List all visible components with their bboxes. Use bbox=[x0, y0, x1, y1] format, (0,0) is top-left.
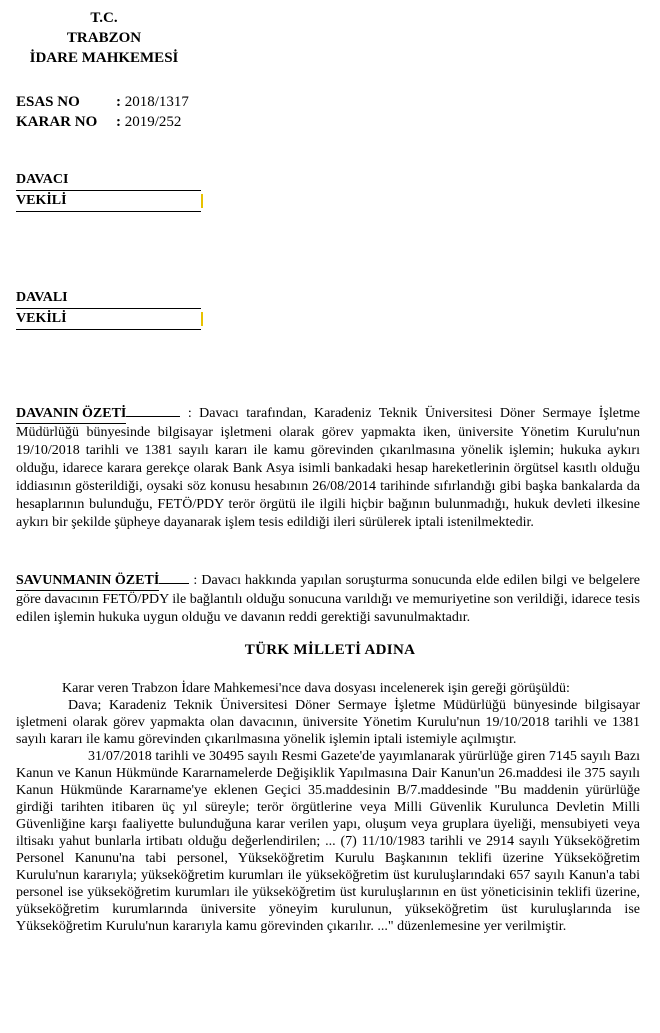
defense-summary-heading: SAVUNMANIN ÖZETİ bbox=[16, 572, 159, 591]
plaintiff-block bbox=[16, 170, 201, 212]
plaintiff-attorney-row bbox=[16, 191, 201, 212]
header-line-city: TRABZON bbox=[66, 30, 142, 46]
defendant-block bbox=[16, 288, 201, 330]
esas-number-row: ESAS NO : 2018/1317 bbox=[16, 94, 189, 110]
claim-summary-text: : Davacı tarafından, Karadeniz Teknik Üniversitesi Döner Sermaye İşletme Müdürlüğü bünyesinde bilgisayar işletmeni olarak görev yapmakta iken, üniversite Yönetim Kurulu'nun 19/10/2018 tarihli ve 1381 sayılı kararı ile kamu görevinden çıkarılmasına yönelik işlemin; hukuka aykırı olduğu, idarecе karara gerekçe olarak Bank Asya isimli bankadaki hesap hareketlerinin örgütsel kasıtlı olduğu iddiasının gösterildiği, oysaki söz konusu hesabının 26/08/2014 tarihinde sıfırlandığı gibi başka bankalarda da hesaplarının bulunduğu, FETÖ/PDY terör örgütü ile ilgili hiçbir bağının bulunmadığı, hukuk devleti ilkesine aykırı bir şekilde şüpheye dayanarak işlem tesis edildiği ileri sürülerek iptali istenilmektedir. bbox=[16, 406, 641, 530]
defendant-attorney-row bbox=[16, 309, 201, 330]
claim-summary-heading: DAVANIN ÖZETİ bbox=[16, 405, 126, 424]
defendant-attorney-label: VEKİLİ bbox=[16, 311, 67, 326]
defense-summary-text: : Davacı hakkında yapılan soruşturma sonucunda elde edilen bilgi ve belgelere göre davacının FETÖ/PDY ile bağlantılı olduğu sonucuna varıldığı ve memuriyetine son verildiği, idarece tesis edilen işlemin hukuka uygun olduğu ve davanın reddi gerektiği savunulmaktadır. bbox=[16, 573, 640, 625]
defense-summary bbox=[16, 572, 640, 627]
esas-value: 2018/1317 bbox=[124, 94, 189, 110]
karar-number-row: KARAR NO : 2019/252 bbox=[16, 114, 182, 130]
header-line-tc: T.C. bbox=[90, 10, 118, 26]
heading-underline bbox=[159, 583, 189, 584]
header-line-court: İDARE MAHKEMESİ bbox=[29, 50, 179, 66]
decision-body bbox=[16, 680, 640, 935]
defendant-label: DAVALI bbox=[16, 288, 201, 309]
karar-value: 2019/252 bbox=[124, 114, 182, 130]
claim-summary bbox=[16, 405, 640, 532]
highlight-marker bbox=[201, 312, 203, 326]
heading-underline bbox=[126, 416, 180, 417]
body-paragraph-2: Dava; Karadeniz Teknik Üniversitesi Döner Sermaye İşletme Müdürlüğü bünyesinde bilgisayar işletmeni olarak görev yapmakta olan davacının, üniversite Yönetim Kurulu'nun 19/10/2018 tarihli ve 1381 sayılı kararı ile kamu görevinden çıkarılmasına yönelik işlemin iptali istemiyle açılmıştır. bbox=[16, 698, 640, 747]
body-paragraph-1: Karar veren Trabzon İdare Mahkemesi'nce dava dosyası incelenerek işin gereği görüşüldü: bbox=[62, 681, 570, 696]
highlight-marker bbox=[201, 194, 203, 208]
court-header bbox=[24, 8, 184, 68]
verdict-title: TÜRK MİLLETİ ADINA bbox=[244, 642, 416, 658]
plaintiff-attorney-label: VEKİLİ bbox=[16, 193, 67, 208]
plaintiff-label: DAVACI bbox=[16, 170, 201, 191]
esas-label: ESAS NO bbox=[16, 94, 80, 110]
body-paragraph-3: 31/07/2018 tarihli ve 30495 sayılı Resmi Gazete'de yayımlanarak yürürlüğe giren 7145 sayılı Bazı Kanun ve Kanun Hükmünde Kararnamelerde Değişiklik Yapılmasına Dair Kanun'un 26.maddesi ile 375 sayılı Kanun Hükmünde Kararname'ye eklenen Geçici 35.maddesinin B/7.maddesinde "Bu maddenin yürürlüğe girdiği tarihten itibaren üç yıl süreyle; terör örgütlerine veya Milli Güvenlik Kurulunca Devletin Milli Güvenliğine karşı faaliyette bulunduğuna karar verilen yapı, oluşum veya gruplara üyeliği, mensubiyeti veya iltisakı yahut bunlarla irtibatı olduğu değerlendirilen; ... (7) 11/10/1983 tarihli ve 2914 sayılı Yükseköğretim Personel Kanunu'na tabi personel, Yükseköğretim Kurulu Başkanının teklifi üzerine Yükseköğretim Kurulu'nun kararıyla; yükseköğretim kurumları ile yükseköğretim üst kuruluşlarındaki 657 sayılı Kanun'a tabi personel ise yükseköğretim kurumları ile yükseköğretim üst kuruluşlarının en üst yöneticisinin teklifi üzerine, yükseköğretim kurumlarında üniversite yöneyim kurulunun, yükseköğretim üst kuruluşlarında ise Yükseköğretim Kurulu'nun kararıyla kamu görevinden çıkarılır. ..." düzenlemesine yer verilmiştir. bbox=[16, 749, 640, 934]
karar-label: KARAR NO bbox=[16, 114, 98, 130]
